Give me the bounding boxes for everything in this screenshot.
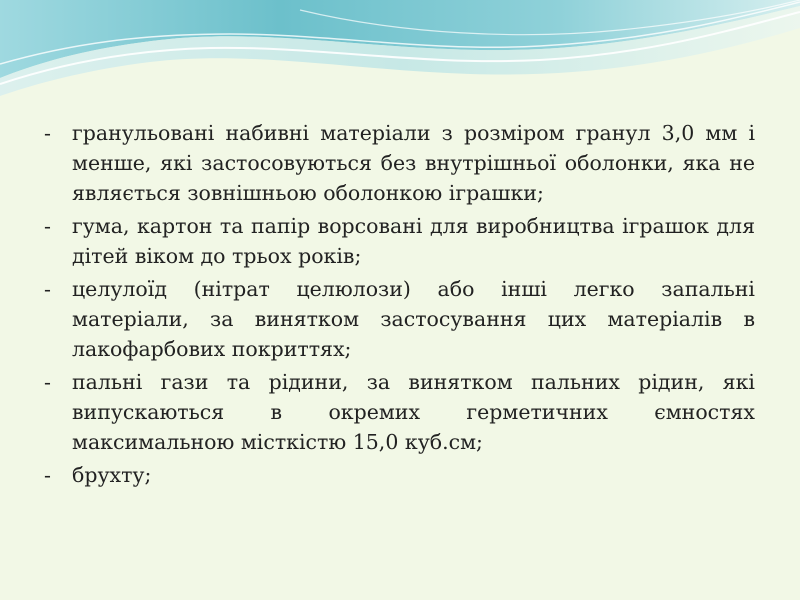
bullet-dash: - [44, 277, 51, 301]
list-item [44, 118, 755, 208]
list-item-text: целулоїд (нітрат целюлози) або інші легко запальні матеріали, за винятком застосування цих матеріалів в лакофарбових покриттях; [72, 277, 755, 361]
list-item-text: гранульовані набивні матеріали з розміром гранул 3,0 мм і менше, які застосовуються без внутрішньої оболонки, яка не являється зовнішньою оболонкою іграшки; [72, 121, 755, 205]
list-item-text: брухту; [72, 463, 152, 487]
bullet-dash: - [44, 214, 51, 238]
list-item [44, 274, 755, 364]
bullet-dash: - [44, 121, 51, 145]
list-item [44, 367, 755, 457]
list-item-text: пальні гази та рідини, за винятком пальних рідин, які випускаються в окремих герметичних ємностях максимальною місткістю 15,0 куб.см; [72, 370, 755, 454]
bullet-dash: - [44, 463, 51, 487]
list-item [44, 460, 755, 490]
list-item [44, 211, 755, 271]
bullet-dash: - [44, 370, 51, 394]
slide-body [44, 118, 755, 493]
list-item-text: гума, картон та папір ворсовані для виробництва іграшок для дітей віком до трьох років; [72, 214, 755, 268]
